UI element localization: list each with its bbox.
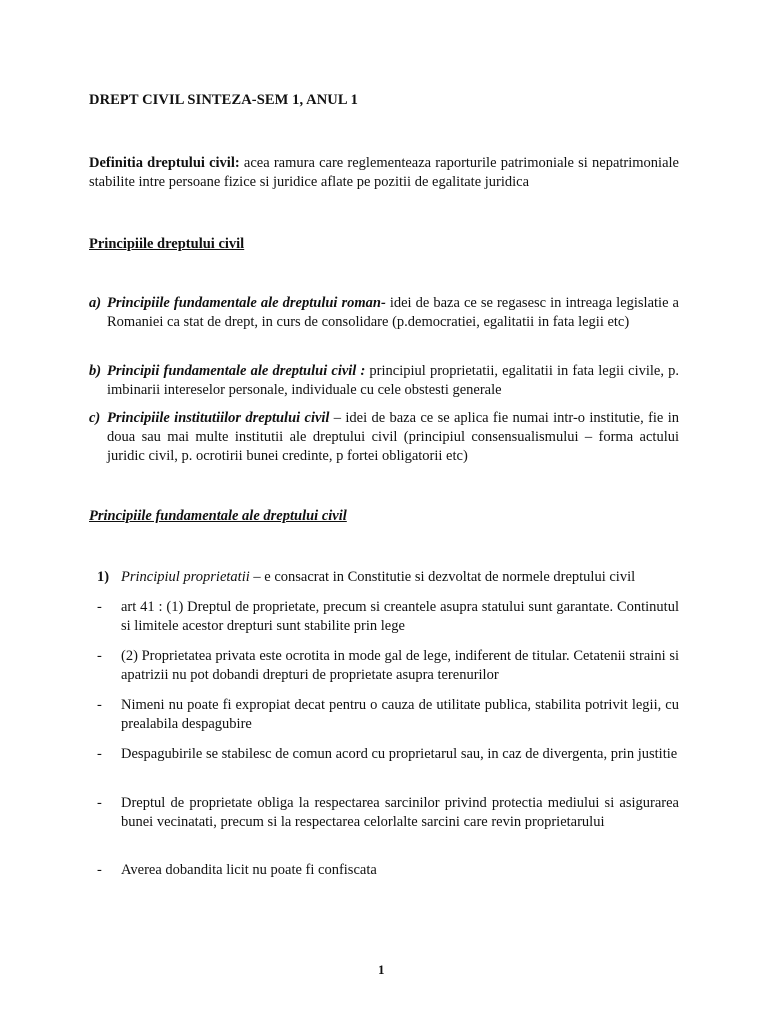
list-marker: 1) bbox=[97, 569, 110, 585]
numbered-item-title: Principiul proprietatii bbox=[121, 569, 250, 585]
principle-title: Principiile institutiilor dreptului civil bbox=[107, 410, 330, 426]
dash-marker: - bbox=[97, 648, 102, 664]
dash-list-item bbox=[97, 745, 679, 764]
section-heading-fundamental-principles: Principiile fundamentale ale dreptului civil bbox=[89, 508, 347, 524]
dash-marker: - bbox=[97, 697, 102, 713]
dash-marker: - bbox=[97, 862, 102, 878]
numbered-item-text: – e consacrat in Constitutie si dezvoltat de normele dreptului civil bbox=[249, 569, 636, 585]
principle-item-a bbox=[89, 294, 679, 332]
dash-list-item bbox=[97, 696, 679, 734]
dash-item-text: art 41 : (1) Dreptul de proprietate, precum si creantele asupra statului sunt garantate. Continutul si limitele acestor drepturi sunt stabilite prin lege bbox=[121, 599, 679, 634]
dash-item-text: Nimeni nu poate fi expropiat decat pentru o cauza de utilitate publica, stabilita potrivit legii, cu prealabila despagubire bbox=[121, 697, 679, 732]
principle-item-b bbox=[89, 362, 679, 400]
principle-item-c bbox=[89, 409, 679, 466]
dash-list-item bbox=[97, 647, 679, 685]
section-heading-principles: Principiile dreptului civil bbox=[89, 236, 245, 252]
list-marker: c) bbox=[89, 410, 101, 426]
definition-label: Definitia dreptului civil: bbox=[89, 155, 240, 171]
dash-marker: - bbox=[97, 599, 102, 615]
dash-item-text: Dreptul de proprietate obliga la respectarea sarcinilor privind protectia mediului si asigurarea bunei vecinatati, precum si la respectarea celorlalte sarcini care revin proprietarului bbox=[121, 795, 679, 830]
dash-list-item bbox=[97, 598, 679, 636]
principle-title: Principii fundamentale ale dreptului civil : bbox=[107, 363, 366, 379]
dash-marker: - bbox=[97, 795, 102, 811]
dash-item-text: Averea dobandita licit nu poate fi confiscata bbox=[121, 862, 377, 878]
numbered-item-1 bbox=[97, 568, 679, 587]
dash-item-text: Despagubirile se stabilesc de comun acord cu proprietarul sau, in caz de divergenta, prin justitie bbox=[121, 746, 678, 762]
principle-title: Principiile fundamentale ale dreptului roman- bbox=[107, 295, 386, 311]
principle-text: idei de baza ce se regasesc in intreaga legislatie a Romaniei ca stat de drept, in curs de consolidare (p.democratiei, egalitatii in fata legii etc) bbox=[107, 295, 679, 330]
dash-marker: - bbox=[97, 746, 102, 762]
dash-list-item bbox=[97, 861, 679, 880]
document-title: DREPT CIVIL SINTEZA-SEM 1, ANUL 1 bbox=[89, 92, 358, 108]
definition-paragraph bbox=[89, 154, 679, 192]
page-number: 1 bbox=[378, 962, 385, 977]
list-marker: a) bbox=[89, 295, 102, 311]
principle-text: principiul proprietatii, egalitatii in fata legii civile, p. imbinarii intereselor personale, individuale cu cele obstesti generale bbox=[107, 363, 679, 398]
dash-item-text: (2) Proprietatea privata este ocrotita in mode gal de lege, indiferent de titular. Cetatenii straini si apatrizii nu pot dobandi drepturi de proprietate asupra terenurilor bbox=[121, 648, 679, 683]
definition-text: acea ramura care reglementeaza raporturile patrimoniale si nepatrimoniale stabilite intre persoane fizice si juridice aflate pe pozitii de egalitate juridica bbox=[89, 155, 679, 190]
list-marker: b) bbox=[89, 363, 102, 379]
dash-list-item bbox=[97, 794, 679, 832]
principle-text: – idei de baza ce se aplica fie numai intr-o institutie, fie in doua sau mai multe institutii ale dreptului civil (principiul consensualismului – forma actului juridic civil, p. ocrotirii bunei credinte, p fortei obligatorii etc) bbox=[107, 410, 679, 464]
